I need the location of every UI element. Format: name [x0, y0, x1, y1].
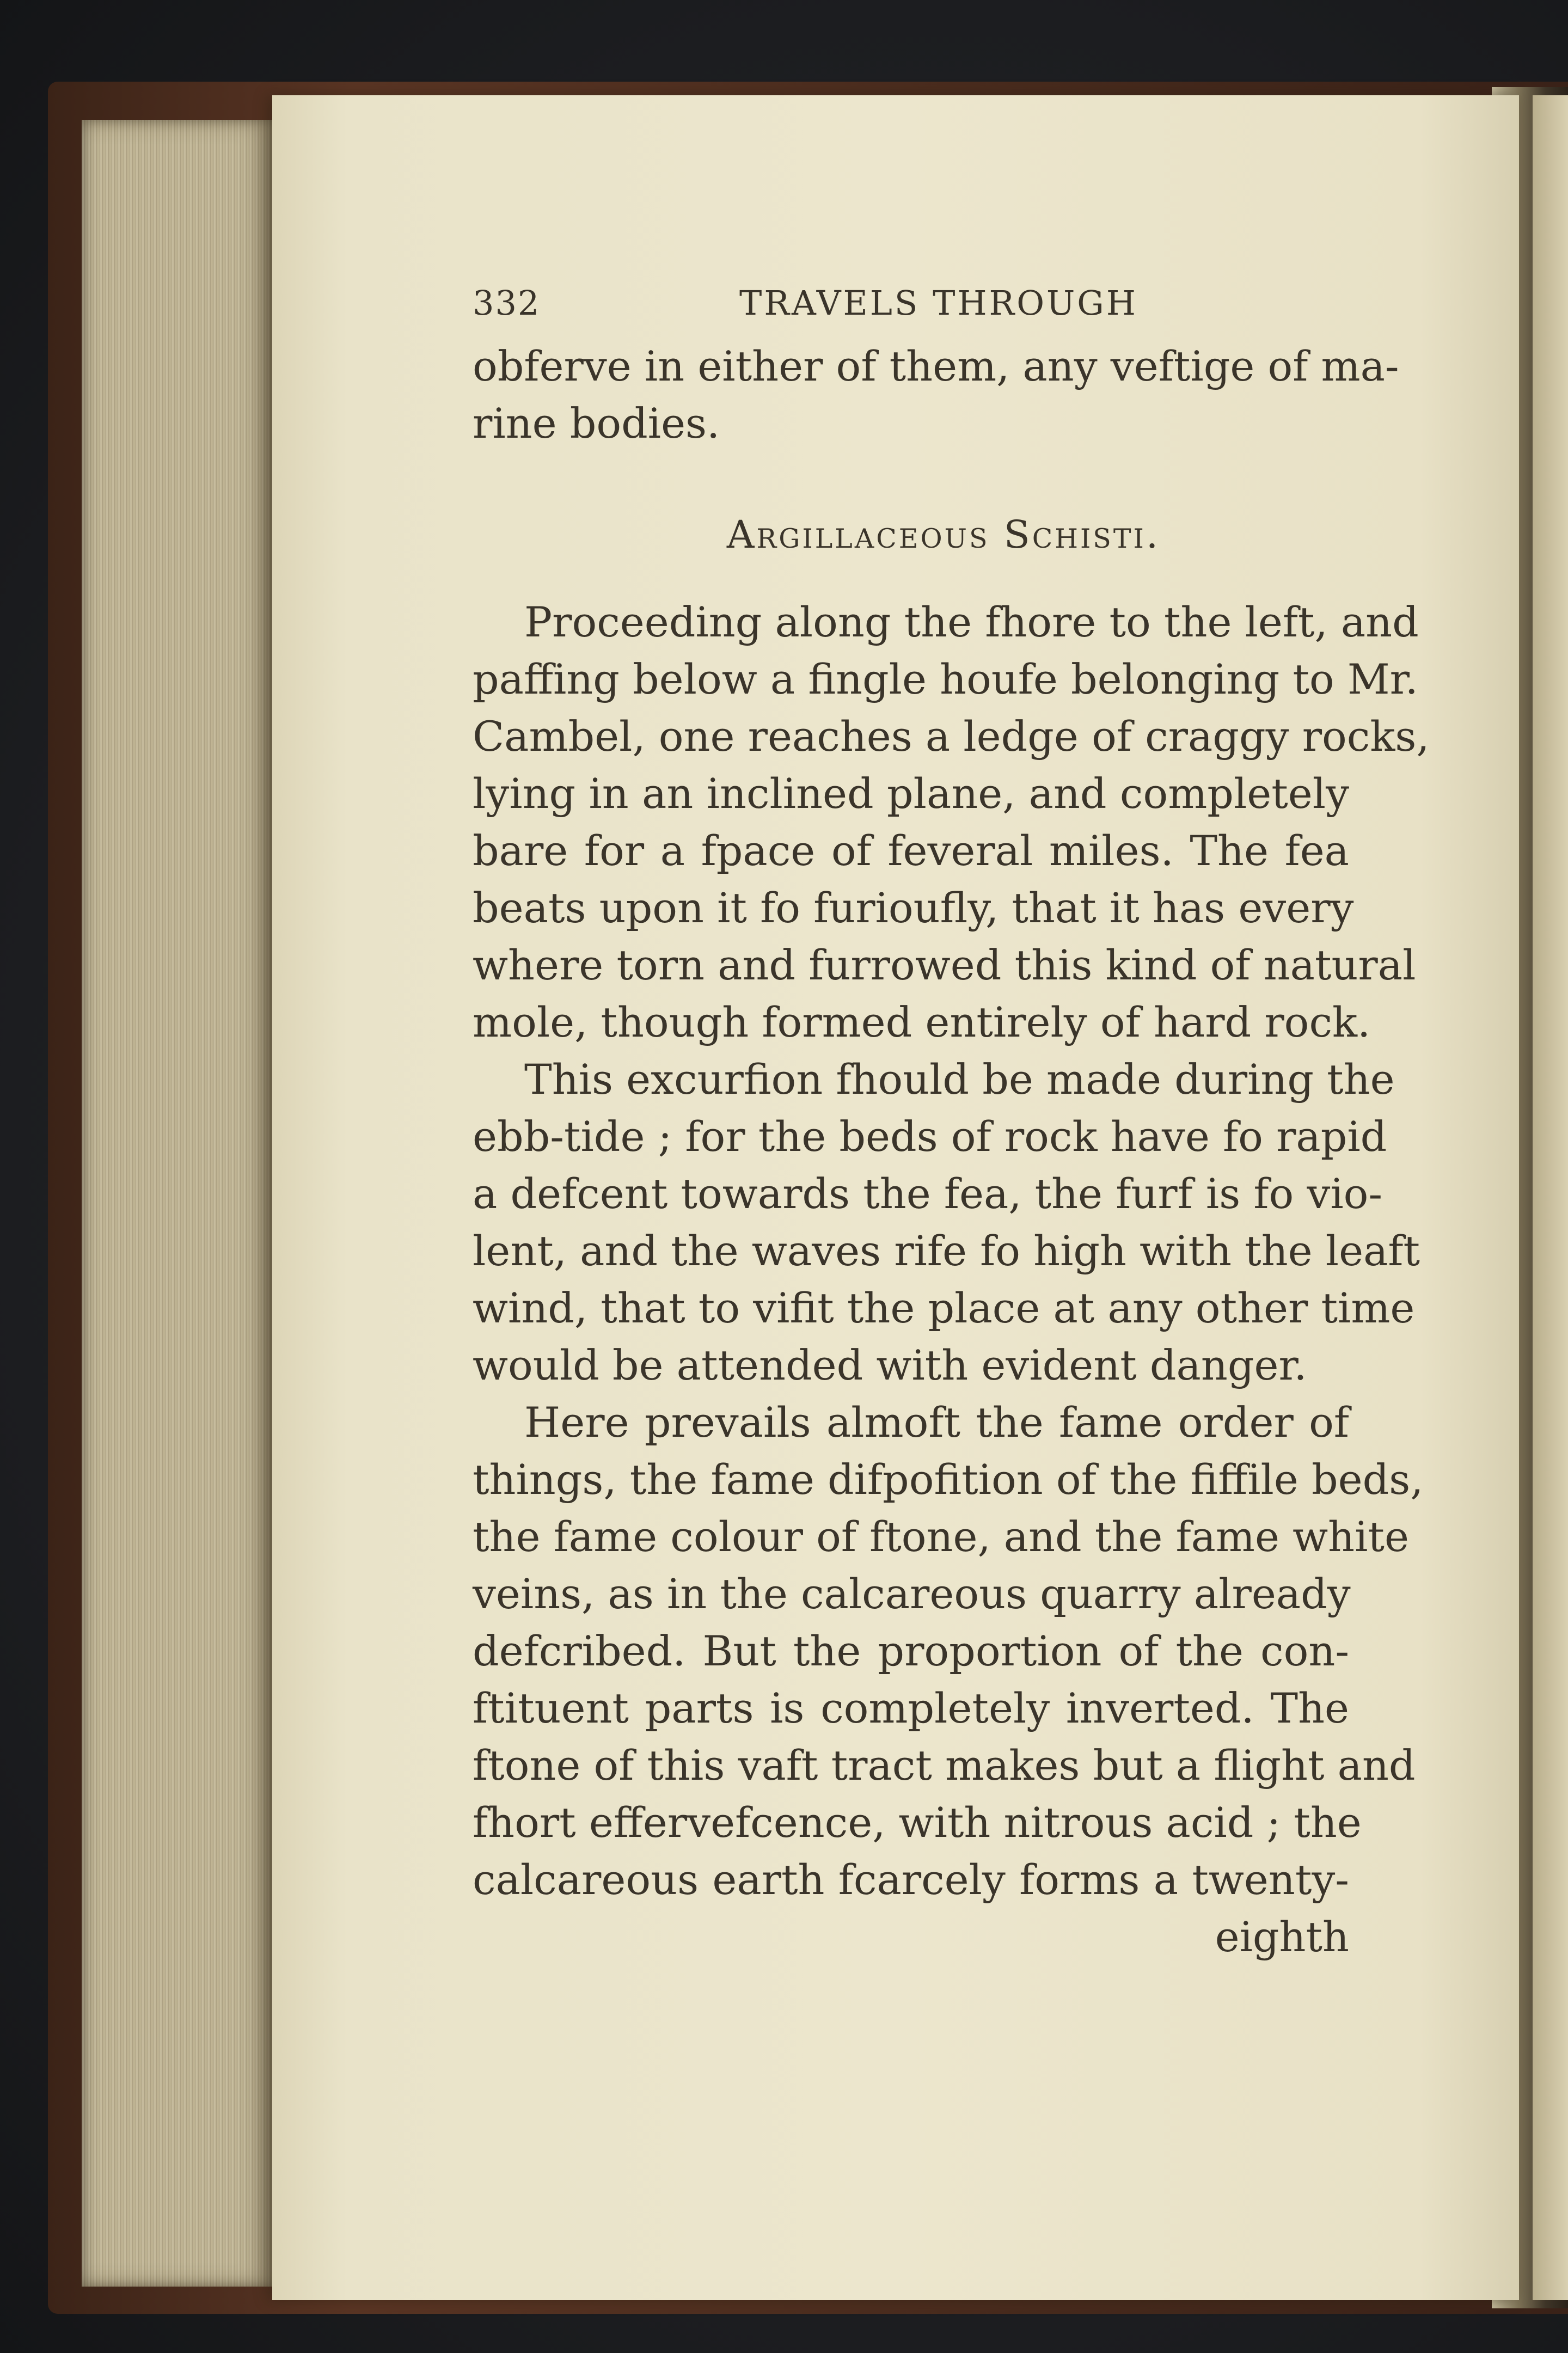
text-line: Cambel, one reaches a ledge of craggy rocks,	[473, 712, 1430, 761]
text-line: Proceeding along the fhore to the left, and	[524, 598, 1419, 646]
text-line: beats upon it fo furioufly, that it has every	[473, 884, 1354, 932]
text-line: lying in an inclined plane, and completely	[473, 769, 1349, 818]
text-line: veins, as in the calcareous quarry already	[473, 1570, 1351, 1618]
text-line: Here prevails almoft the fame order of	[524, 1398, 1349, 1447]
text-line: This excurfion fhould be made during the	[524, 1055, 1395, 1104]
page-header	[473, 272, 1349, 338]
catchword: eighth	[1215, 1913, 1349, 1961]
page-fore-edge	[82, 120, 278, 2287]
text-line: paffing below a fingle houfe belonging to Mr.	[473, 655, 1418, 703]
text-line: a defcent towards the fea, the furf is fo vio-	[473, 1169, 1383, 1218]
text-line: rine bodies.	[473, 399, 720, 448]
running-head: TRAVELS THROUGH	[739, 283, 1138, 323]
text-line: bare for a fpace of feveral miles. The fea	[473, 826, 1349, 875]
section-heading: Argillaceous Schisti.	[726, 512, 1161, 557]
text-line: lent, and the waves rife fo high with the leaft	[473, 1227, 1420, 1275]
text-line: calcareous earth fcarcely forms a twenty-	[473, 1855, 1349, 1904]
text-line: fhort effervefcence, with nitrous acid ; the	[473, 1798, 1362, 1847]
text-line: ftone of this vaft tract makes but a flight and	[473, 1741, 1416, 1790]
body-text	[473, 338, 1430, 1965]
text-line: where torn and furrowed this kind of natural	[473, 941, 1416, 989]
text-line: things, the fame difpofition of the fiffile beds,	[473, 1455, 1424, 1504]
text-line: obferve in either of them, any veftige of ma-	[473, 342, 1399, 390]
page-number: 332	[473, 283, 541, 323]
text-line: wind, that to vifit the place at any other time	[473, 1284, 1415, 1332]
text-line: would be attended with evident danger.	[473, 1341, 1307, 1389]
text-line: ftituent parts is completely inverted. The	[473, 1684, 1349, 1732]
text-line: ebb-tide ; for the beds of rock have fo rapid	[473, 1112, 1387, 1161]
facing-page-edge	[1533, 95, 1568, 2300]
text-line: defcribed. But the proportion of the con-	[473, 1627, 1349, 1675]
text-line: the fame colour of ftone, and the fame white	[473, 1512, 1409, 1561]
page-text	[473, 272, 1430, 1965]
text-line: mole, though formed entirely of hard rock.	[473, 998, 1371, 1046]
